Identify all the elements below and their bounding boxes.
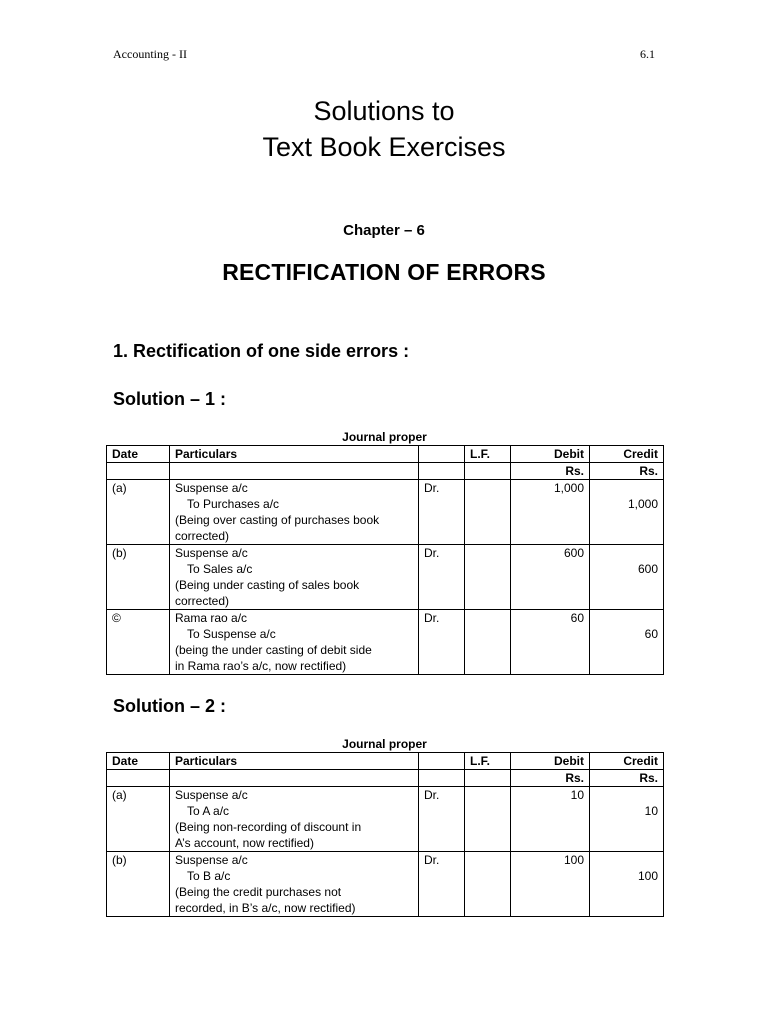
journal-table <box>106 445 664 675</box>
narration-line: corrected) <box>175 594 230 608</box>
debit-amount: 600 <box>511 545 590 610</box>
entry-date: (a) <box>107 480 170 545</box>
running-header-title: Accounting - II <box>113 47 187 61</box>
journal-table-2 <box>106 736 663 917</box>
entry-date: (b) <box>107 545 170 610</box>
journal-caption: Journal proper <box>342 430 427 444</box>
page-number: 6.1 <box>640 47 655 61</box>
page-title-line-1: Solutions to <box>313 96 455 126</box>
table-row <box>107 852 664 917</box>
narration-line: corrected) <box>175 529 230 543</box>
narration-line: recorded, in B’s a/c, now rectified) <box>175 901 356 915</box>
dr-marker: Dr. <box>419 610 465 675</box>
narration-line: in Rama rao’s a/c, now rectified) <box>175 659 347 673</box>
debit-amount: 10 <box>511 787 590 852</box>
col-lf-header: L.F. <box>465 446 511 463</box>
credit-amount: 100 <box>590 852 664 917</box>
table-header-row <box>107 446 664 463</box>
dr-marker: Dr. <box>419 480 465 545</box>
debit-unit: Rs. <box>511 770 590 787</box>
table-units-row <box>107 463 664 480</box>
entry-particulars <box>170 545 419 610</box>
col-date-header: Date <box>107 446 170 463</box>
entry-particulars <box>170 852 419 917</box>
col-date-header: Date <box>107 753 170 770</box>
col-debit-header: Debit <box>511 753 590 770</box>
dr-marker: Dr. <box>419 852 465 917</box>
col-particulars-header: Particulars <box>170 753 419 770</box>
narration-line: (being the under casting of debit side <box>175 643 372 657</box>
table-row <box>107 787 664 852</box>
dr-marker: Dr. <box>419 787 465 852</box>
col-credit-header: Credit <box>590 446 664 463</box>
solution-1-heading: Solution – 1 : <box>113 389 227 409</box>
narration-line: A’s account, now rectified) <box>175 836 314 850</box>
col-particulars-header: Particulars <box>170 446 419 463</box>
credit-account: To Purchases a/c <box>187 497 280 511</box>
debit-amount: 60 <box>511 610 590 675</box>
credit-amount: 60 <box>590 610 664 675</box>
page-title <box>0 93 768 165</box>
solution-2-heading: Solution – 2 : <box>113 696 227 716</box>
col-credit-header: Credit <box>590 753 664 770</box>
entry-lf <box>465 545 511 610</box>
entry-lf <box>465 852 511 917</box>
credit-amount: 600 <box>590 545 664 610</box>
chapter-number: Chapter – 6 <box>343 222 425 239</box>
col-dr-header <box>419 446 465 463</box>
table-row <box>107 610 664 675</box>
journal-caption: Journal proper <box>342 737 427 751</box>
entry-lf <box>465 610 511 675</box>
credit-account: To Sales a/c <box>187 562 253 576</box>
credit-account: To A a/c <box>187 804 230 818</box>
narration-line: (Being under casting of sales book <box>175 578 360 592</box>
narration-line: (Being the credit purchases not <box>175 885 342 899</box>
section-heading: 1. Rectification of one side errors : <box>113 341 410 361</box>
entry-particulars <box>170 480 419 545</box>
entry-particulars <box>170 610 419 675</box>
debit-account: Suspense a/c <box>175 853 248 867</box>
debit-account: Suspense a/c <box>175 481 248 495</box>
credit-amount: 1,000 <box>590 480 664 545</box>
entry-date: (b) <box>107 852 170 917</box>
col-debit-header: Debit <box>511 446 590 463</box>
entry-lf <box>465 480 511 545</box>
entry-date: © <box>107 610 170 675</box>
credit-unit: Rs. <box>590 770 664 787</box>
journal-table-1 <box>106 429 663 675</box>
credit-amount: 10 <box>590 787 664 852</box>
debit-amount: 1,000 <box>511 480 590 545</box>
col-dr-header <box>419 753 465 770</box>
debit-unit: Rs. <box>511 463 590 480</box>
debit-amount: 100 <box>511 852 590 917</box>
debit-account: Suspense a/c <box>175 546 248 560</box>
entry-lf <box>465 787 511 852</box>
entry-particulars <box>170 787 419 852</box>
table-row <box>107 480 664 545</box>
narration-line: (Being non-recording of discount in <box>175 820 362 834</box>
chapter-title: RECTIFICATION OF ERRORS <box>222 259 546 285</box>
credit-account: To B a/c <box>187 869 231 883</box>
entry-date: (a) <box>107 787 170 852</box>
table-row <box>107 545 664 610</box>
table-units-row <box>107 770 664 787</box>
debit-account: Suspense a/c <box>175 788 248 802</box>
debit-account: Rama rao a/c <box>175 611 248 625</box>
col-lf-header: L.F. <box>465 753 511 770</box>
table-header-row <box>107 753 664 770</box>
dr-marker: Dr. <box>419 545 465 610</box>
journal-table <box>106 752 664 917</box>
narration-line: (Being over casting of purchases book <box>175 513 380 527</box>
page-title-line-2: Text Book Exercises <box>262 132 506 162</box>
credit-unit: Rs. <box>590 463 664 480</box>
credit-account: To Suspense a/c <box>187 627 276 641</box>
